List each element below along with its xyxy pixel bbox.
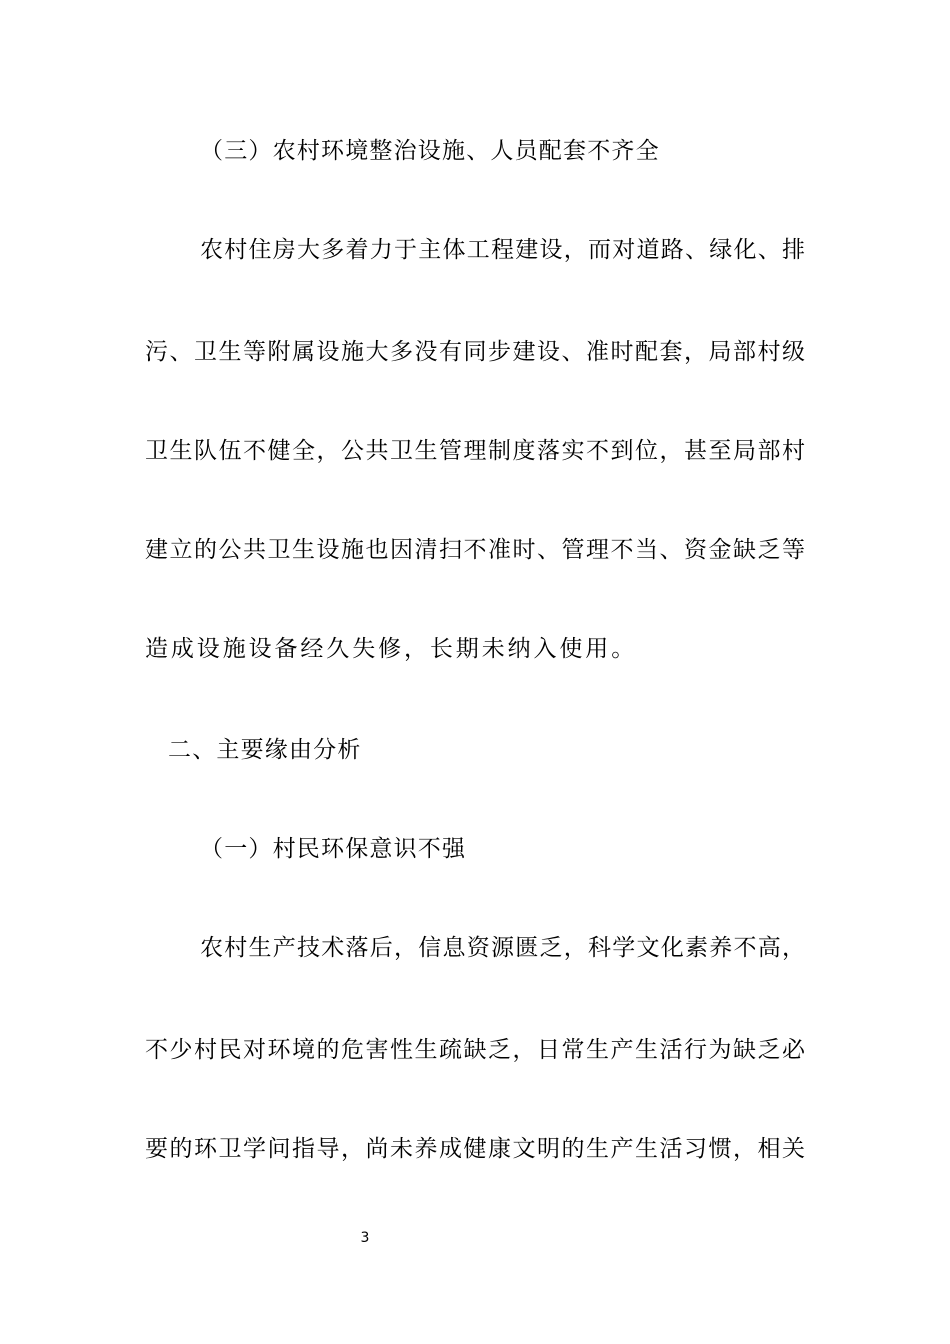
paragraph-line: 农村生产技术落后，信息资源匮乏，科学文化素养不高， — [200, 935, 805, 961]
main-heading-2: 二、主要缘由分析 — [168, 737, 362, 763]
paragraph-line: 造成设施设备经久失修，长期未纳入使用。 — [145, 636, 638, 662]
paragraph-line: 要的环卫学问指导，尚未养成健康文明的生产生活习惯，相关 — [145, 1136, 805, 1162]
paragraph-line: 污、卫生等附属设施大多没有同步建设、准时配套，局部村级 — [145, 339, 805, 365]
paragraph-line: 建立的公共卫生设施也因清扫不准时、管理不当、资金缺乏等 — [145, 537, 805, 563]
paragraph-line: 卫生队伍不健全，公共卫生管理制度落实不到位，甚至局部村 — [145, 438, 805, 464]
paragraph-line: 不少村民对环境的危害性生疏缺乏，日常生产生活行为缺乏必 — [145, 1037, 805, 1063]
section-heading-1: （一）村民环保意识不强 — [200, 836, 467, 862]
section-heading-3: （三）农村环境整治设施、人员配套不齐全 — [200, 138, 660, 164]
page-number: 3 — [360, 1230, 370, 1246]
paragraph-line: 农村住房大多着力于主体工程建设，而对道路、绿化、排 — [200, 237, 805, 263]
